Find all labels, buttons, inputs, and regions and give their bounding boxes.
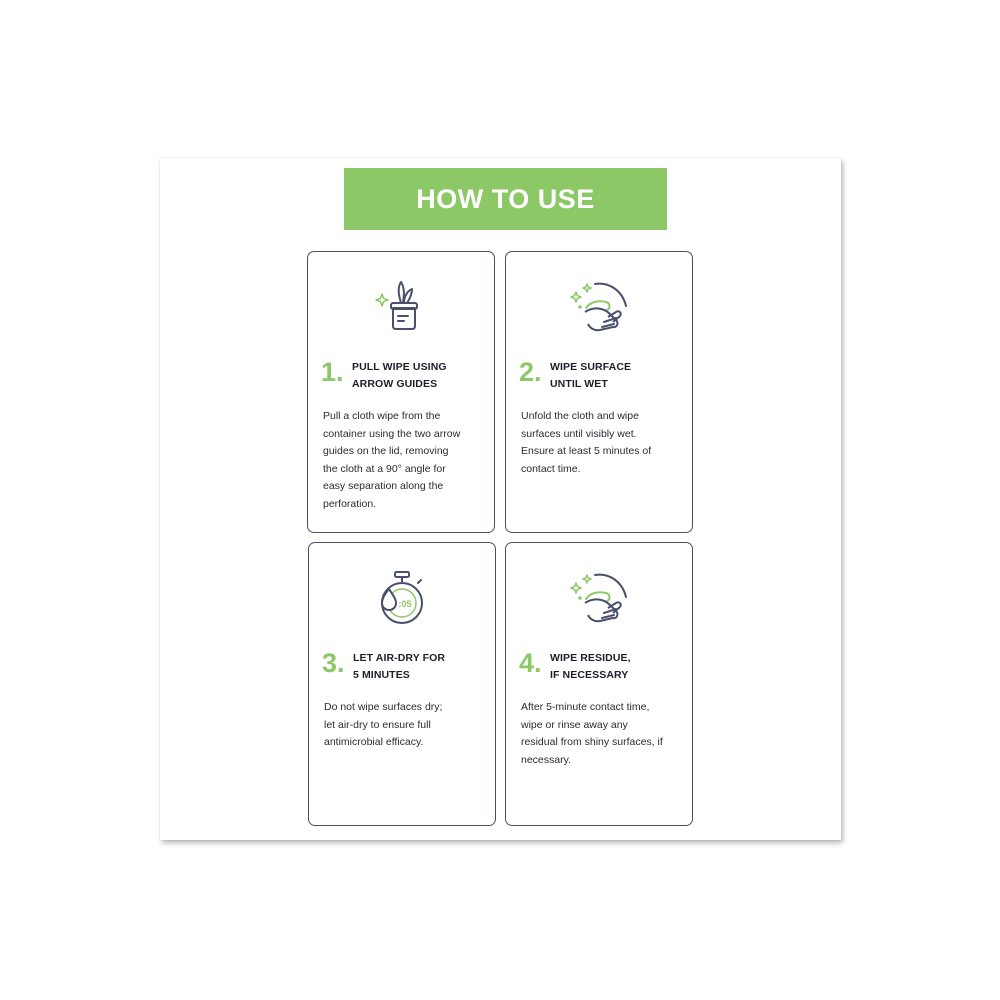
stopwatch-readout: :05 (398, 599, 412, 609)
step-title: WIPE RESIDUE, IF NECESSARY (550, 652, 631, 681)
step-title: PULL WIPE USING ARROW GUIDES (352, 361, 447, 390)
step-description: After 5-minute contact time, wipe or rinse away any residual from shiny surfaces, if necessary. (521, 701, 663, 766)
step-number: 1. (321, 357, 344, 387)
how-to-use-banner (344, 168, 667, 230)
step-description: Pull a cloth wipe from the container using the two arrow guides on the lid, removing the cloth at a 90° angle for easy separation along the perforation. (323, 410, 461, 510)
banner-title: HOW TO USE (416, 183, 595, 214)
step-number: 2. (519, 357, 542, 387)
step-description: Unfold the cloth and wipe surfaces until visibly wet. Ensure at least 5 minutes of contact time. (521, 410, 652, 475)
stopwatch-icon (367, 563, 437, 633)
step-card-4 (505, 542, 693, 826)
instruction-sheet (160, 158, 841, 840)
step-card-1 (307, 251, 495, 533)
step-title: WIPE SURFACE UNTIL WET (550, 361, 632, 390)
hand-wiping-icon (564, 563, 634, 633)
step-title: LET AIR-DRY FOR 5 MINUTES (353, 652, 446, 681)
wipes-container-icon (366, 272, 436, 342)
hand-wiping-icon (564, 272, 634, 342)
step-number: 4. (519, 648, 542, 678)
step-card-2 (505, 251, 693, 533)
step-description: Do not wipe surfaces dry; let air-dry to ensure full antimicrobial efficacy. (324, 701, 443, 749)
step-number: 3. (322, 648, 345, 678)
step-card-3 (308, 542, 496, 826)
